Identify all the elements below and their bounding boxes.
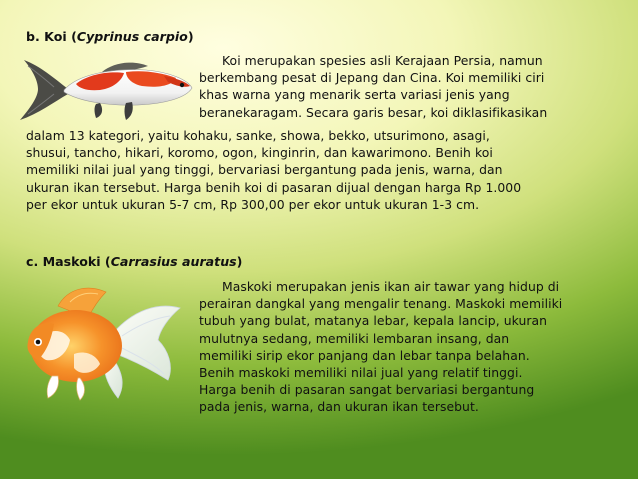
- koi-fish-image: [14, 58, 196, 124]
- koi-heading: [26, 29, 194, 44]
- maskoki-line: Maskoki merupakan jenis ikan air tawar yang hidup di: [222, 279, 560, 294]
- maskoki-line: Benih maskoki memiliki nilai jual yang relatif tinggi.: [199, 365, 523, 381]
- maskoki-heading-suffix: ): [236, 254, 243, 269]
- goldfish-image: [18, 284, 184, 406]
- koi-paragraph-continued: [26, 127, 521, 213]
- koi-heading-prefix: b. Koi (: [26, 29, 77, 44]
- maskoki-line: perairan dangkal yang mengalir tenang. Maskoki memiliki: [199, 296, 563, 312]
- koi-paragraph-indented: [199, 52, 547, 121]
- koi-line: shusui, tancho, hikari, koromo, ogon, kinginrin, dan kawarimono. Benih koi: [26, 145, 493, 161]
- koi-line: memiliki nilai jual yang tinggi, bervariasi bergantung pada jenis, warna, dan: [26, 162, 503, 178]
- maskoki-heading: [26, 254, 242, 269]
- koi-line: dalam 13 kategori, yaitu kohaku, sanke, showa, bekko, utsurimono, asagi,: [26, 128, 490, 143]
- maskoki-paragraph: [199, 278, 562, 416]
- maskoki-heading-prefix: c. Maskoki (: [26, 254, 111, 269]
- koi-line: beranekaragam. Secara garis besar, koi diklasifikasikan: [199, 104, 548, 120]
- maskoki-line: Harga benih di pasaran sangat bervariasi bergantung: [199, 382, 535, 398]
- koi-line: Koi merupakan spesies asli Kerajaan Persia, namun: [222, 53, 543, 68]
- maskoki-line: pada jenis, warna, dan ukuran ikan tersebut.: [199, 399, 479, 415]
- koi-species-name: Cyprinus carpio: [76, 29, 188, 44]
- maskoki-line: memiliki sirip ekor panjang dan lebar tanpa belahan.: [199, 347, 530, 363]
- koi-heading-suffix: ): [187, 29, 194, 44]
- koi-line: berkembang pesat di Jepang dan Cina. Koi memiliki ciri: [199, 70, 545, 86]
- koi-line: khas warna yang menarik serta variasi jenis yang: [199, 87, 510, 103]
- maskoki-line: mulutnya sedang, memiliki lembaran insang, dan: [199, 330, 510, 346]
- koi-line: per ekor untuk ukuran 5-7 cm, Rp 300,00 per ekor untuk ukuran 1-3 cm.: [26, 196, 480, 212]
- maskoki-line: tubuh yang bulat, matanya lebar, kepala lancip, ukuran: [199, 313, 548, 329]
- koi-line: ukuran ikan tersebut. Harga benih koi di pasaran dijual dengan harga Rp 1.000: [26, 179, 522, 195]
- maskoki-species-name: Carrasius auratus: [110, 254, 237, 269]
